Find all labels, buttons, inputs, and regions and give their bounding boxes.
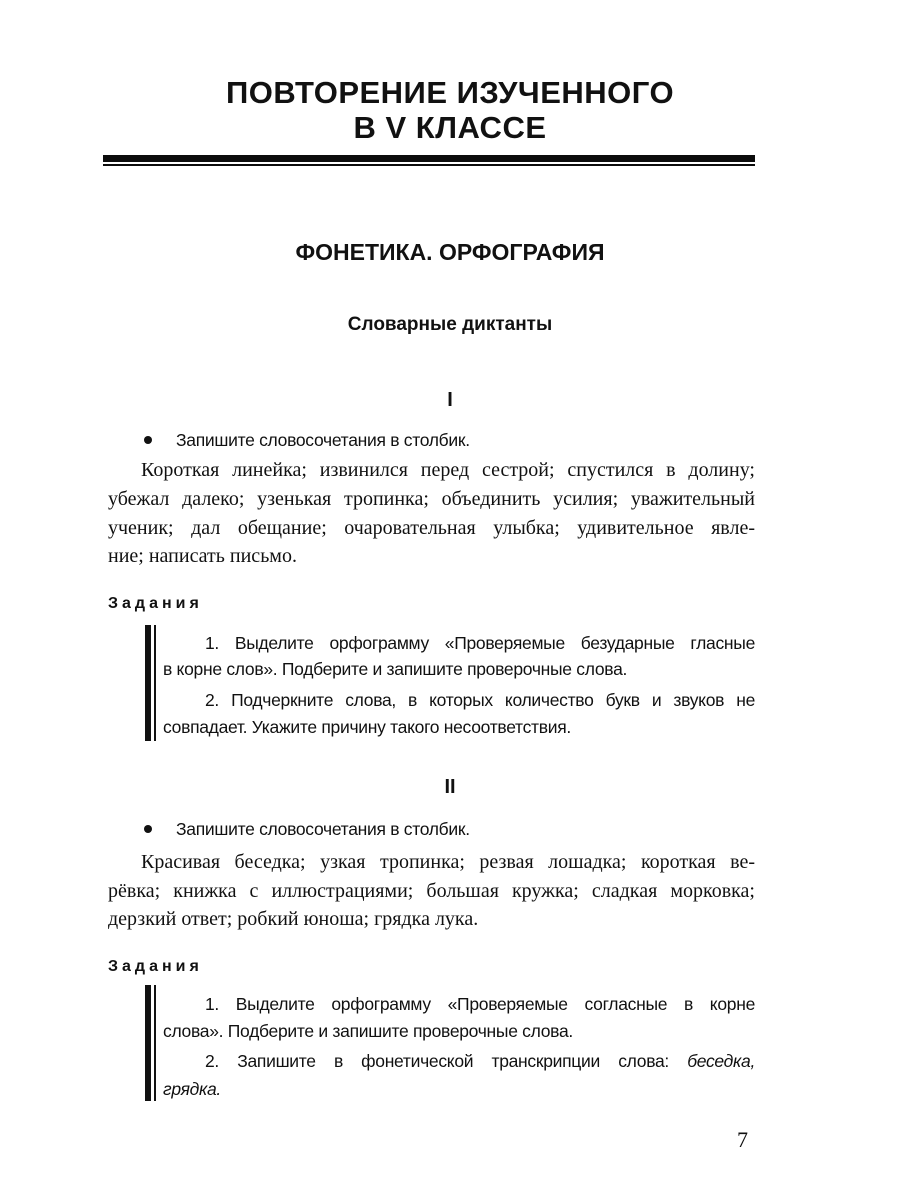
task-line: совпадает. Укажите причину такого несоответствия. [163, 717, 571, 737]
dictation-number: II [444, 776, 456, 798]
text-line: ученик; дал обещание; очаровательная улыбка; удивительное явле- [108, 517, 755, 539]
title-rule-thin [103, 164, 755, 166]
task-line: в корне слов». Подберите и запишите проверочные слова. [163, 659, 628, 679]
text-line: Красивая беседка; узкая тропинка; резвая лошадка; короткая ве- [141, 851, 755, 873]
example-word: беседка, [687, 1051, 755, 1071]
task-line [163, 1077, 755, 1101]
dictation-number: I [447, 389, 453, 411]
text-line: дерзкий ответ; робкий юноша; грядка лука. [108, 908, 479, 930]
text-line: ние; написать письмо. [108, 545, 297, 567]
chapter-title-line-1: ПОВТОРЕНИЕ ИЗУЧЕННОГО [225, 75, 675, 110]
bullet-icon [144, 436, 152, 444]
page-number: 7 [737, 1127, 748, 1152]
section-subtitle: Словарные диктанты [347, 314, 553, 335]
task-line [163, 1049, 755, 1073]
tasks-heading: Задания [108, 958, 203, 975]
tasks-bar-thick [145, 985, 151, 1101]
task-line: 1. Выделите орфограмму «Проверяемые безударные гласные [205, 633, 755, 653]
instruction: Запишите словосочетания в столбик. [176, 430, 470, 450]
title-rule-thick [103, 155, 755, 162]
text-line: рёвка; книжка с иллюстрациями; большая кружка; сладкая морковка; [108, 880, 755, 902]
tasks-heading: Задания [108, 595, 203, 612]
bullet-icon [144, 825, 152, 833]
instruction: Запишите словосочетания в столбик. [176, 819, 470, 839]
tasks-bar-thin [154, 985, 156, 1101]
task-line: 2. Подчеркните слова, в которых количество букв и звуков не [205, 690, 755, 710]
text-line: Короткая линейка; извинился перед сестрой; спустился в долину; [141, 459, 755, 481]
task-text: 2. Запишите в фонетической транскрипции слова: [205, 1051, 669, 1071]
task-line: 1. Выделите орфограмму «Проверяемые согласные в корне [205, 994, 755, 1014]
text-line: убежал далеко; узенькая тропинка; объединить усилия; уважительный [108, 488, 755, 510]
tasks-bar-thick [145, 625, 151, 741]
task-line: слова». Подберите и запишите проверочные слова. [163, 1021, 573, 1041]
chapter-title-line-2: В V КЛАССЕ [353, 110, 547, 145]
example-word: грядка. [163, 1079, 221, 1099]
section-title: ФОНЕТИКА. ОРФОГРАФИЯ [295, 239, 605, 265]
tasks-bar-thin [154, 625, 156, 741]
